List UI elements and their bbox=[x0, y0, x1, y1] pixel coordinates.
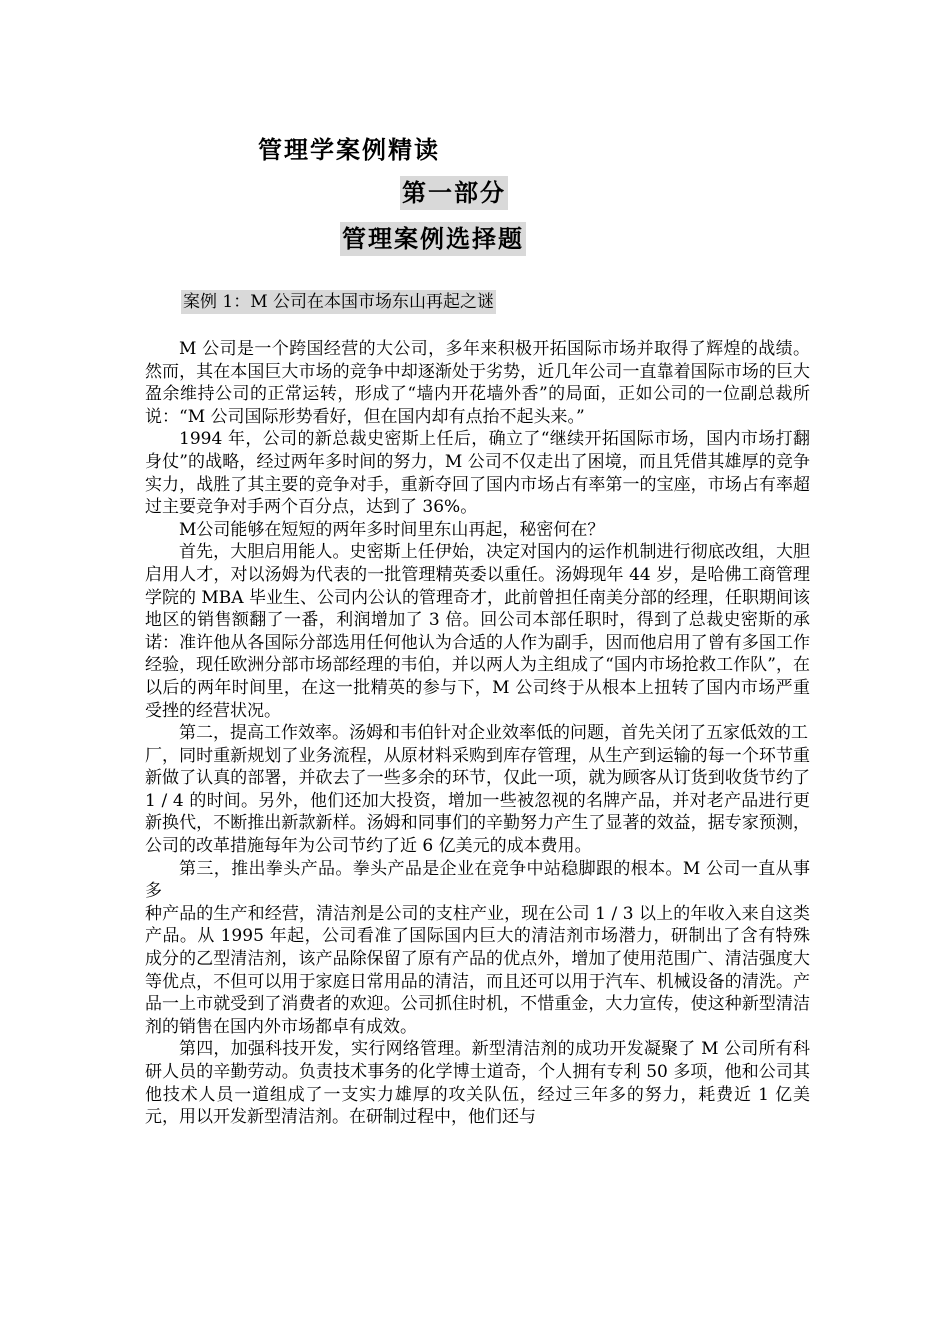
paragraph: 首先，大胆启用能人。史密斯上任伊始，决定对国内的运作机制进行彻底改组，大胆启用人才，对以汤姆为代表的一批管理精英委以重任。汤姆现年 44 岁，是哈佛工商管理学院的 MBA 毕业生、公司内公认的管理奇才，此前曾担任南美分部的经理，任职期间该地区的销售额翻了一番，利润增加了 3 倍。回公司本部任职时，得到了总裁史密斯的承诺：准许他从各国际分部选用任何他认为合适的人作为副手，因而他启用了曾有多国工作经验，现任欧洲分部市场部经理的韦伯，并以两人为主组成了“国内市场抢救工作队”，在以后的两年时间里，在这一批精英的参与下，M 公司终于从根本上扭转了国内市场严重受挫的经营状况。 bbox=[145, 542, 810, 721]
paragraph: 1994 年，公司的新总裁史密斯上任后，确立了“继续开拓国际市场，国内市场打翻身仗”的战略，经过两年多时间的努力，M 公司不仅走出了困境，而且凭借其雄厚的竞争实力，战胜了其主要的竞争对手，重新夺回了国内市场占有率第一的宝座，市场占有率超过主要竞争对手两个百分点，达到了 36%。 bbox=[145, 429, 810, 518]
paragraph: 第二，提高工作效率。汤姆和韦伯针对企业效率低的问题，首先关闭了五家低效的工 bbox=[179, 723, 808, 744]
section-heading: 管理案例选择题 bbox=[340, 222, 526, 256]
case-title: 案例 1：M 公司在本国市场东山再起之谜 bbox=[183, 292, 495, 312]
document-title: 管理学案例精读 bbox=[258, 136, 440, 164]
case-body bbox=[145, 338, 810, 1129]
paragraph: 种产品的生产和经营，清洁剂是公司的支柱产业，现在公司 1 / 3 以上的年收入来自这类产品。从 1995 年起，公司看准了国际国内巨大的清洁剂市场潜力，研制出了含有特殊成分的乙型清洁剂，该产品除保留了原有产品的优点外，增加了使用范围广、清洁强度大等优点，不但可以用于家庭日常用品的清洁，而且还可以用于汽车、机械设备的清洗。产品一上市就受到了消费者的欢迎。公司抓住时机，不惜重金，大力宣传，使这种新型清洁剂的销售在国内外市场都卓有成效。 bbox=[145, 903, 810, 1037]
paragraph: M 公司是一个跨国经营的大公司，多年来积极开拓国际市场并取得了辉煌的战绩。然而，其在本国巨大市场的竞争中却逐渐处于劣势，近几年公司一直靠着国际市场的巨大盈余维持公司的正常运转，形成了“墙内开花墙外香”的局面，正如公司的一位副总裁所说：“M 公司国际形势看好，但在国内却有点抬不起头来。” bbox=[145, 339, 810, 427]
paragraph: 厂，同时重新规划了业务流程，从原材料采购到库存管理，从生产到运输的每一个环节重新做了认真的部署，并砍去了一些多余的环节，仅此一项，就为顾客从订货到收货节约了 1 / 4 的时间。另外，他们还加大投资，增加一些被忽视的名牌产品，并对老产品进行更新换代，不断推出新款新样。汤姆和同事们的辛勤努力产生了显著的效益，据专家预测，公司的改革措施每年为公司节约了近 6 亿美元的成本费用。 bbox=[145, 745, 810, 857]
paragraph: 第三，推出拳头产品。拳头产品是企业在竞争中站稳脚跟的根本。M 公司一直从事多 bbox=[145, 858, 810, 902]
part-heading: 第一部分 bbox=[400, 176, 508, 210]
paragraph: M公司能够在短短的两年多时间里东山再起，秘密何在？ bbox=[179, 519, 605, 540]
paragraph: 第四，加强科技开发，实行网络管理。新型清洁剂的成功开发凝聚了 M 公司所有科研人员的辛勤劳动。负责技术事务的化学博士道奇，个人拥有专利 50 多项，他和公司其他技术人员一道组成了一支实力雄厚的攻关队伍，经过三年多的努力，耗费近 1 亿美元，用以开发新型清洁剂。在研制过程中，他们还与 bbox=[145, 1039, 810, 1128]
